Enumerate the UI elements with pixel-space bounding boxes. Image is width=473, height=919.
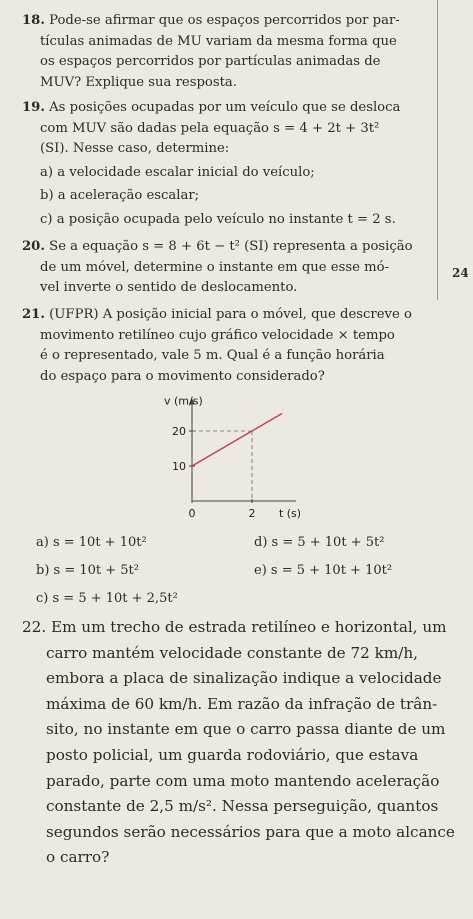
option-d: d) s = 5 + 10t + 5t² [254,535,385,550]
question-text-line: movimento retilíneo cujo gráfico velocidade × tempo [40,327,395,343]
question-20 [22,237,427,299]
question-text-line: segundos serão necessários para que a moto alcance [46,822,455,841]
option-a: a) s = 10t + 10t² [36,535,147,550]
question-number: 18. [22,13,45,28]
page-number: 24 [452,266,469,280]
question-text-line: As posições ocupadas por um veículo que se desloca [49,100,401,115]
y-tick-label: 10 [172,460,186,473]
question-text-line: parado, parte com uma moto mantendo aceleração [46,771,440,790]
x-tick-label: 2 [248,507,256,520]
sub-item: c) a posição ocupada pelo veículo no instante t = 2 s. [40,211,396,227]
question-text-line: com MUV são dadas pela equação s = 4 + 2t + 3t² [40,120,380,136]
question-text-line: (SI). Nesse caso, determine: [40,141,230,156]
question-text-line: Se a equação s = 8 + 6t − t² (SI) representa a posição [49,239,413,254]
x-axis-title: t (s) [278,507,302,520]
velocity-series-line [192,414,282,467]
option-b: b) s = 10t + 5t² [36,563,139,578]
y-tick-label: 20 [172,425,186,438]
question-22 [22,615,462,871]
question-text-line: sito, no instante em que o carro passa diante de um [46,720,446,739]
velocity-time-chart [150,383,302,523]
question-number: 20. [22,239,45,254]
question-number: 21. [22,307,45,322]
sub-item: a) a velocidade escalar inicial do veículo; [40,164,315,180]
question-19 [22,98,427,230]
question-text-line: carro mantém velocidade constante de 72 km/h, [46,643,418,662]
option-e: e) s = 5 + 10t + 10t² [254,563,393,578]
question-text-line: é o representado, vale 5 m. Qual é a função horária [40,348,385,363]
question-21 [22,305,427,387]
question-text-line: tículas animadas de MU variam da mesma forma que [40,33,397,49]
question-text-line: Pode-se afirmar que os espaços percorridos por par- [49,13,400,28]
option-c: c) s = 5 + 10t + 2,5t² [36,591,178,606]
question-text-line: MUV? Explique sua resposta. [40,74,237,90]
page-gutter-line [437,0,438,300]
question-number: 19. [22,100,45,115]
question-text-line: do espaço para o movimento considerado? [40,368,325,384]
x-tick-label: 0 [188,507,196,520]
question-text-line: vel inverte o sentido de deslocamento. [40,280,298,295]
question-text-line: constante de 2,5 m/s². Nessa perseguição, quantos [46,797,439,816]
question-text-line: Em um trecho de estrada retilíneo e horizontal, um [50,618,447,636]
question-18 [22,11,427,93]
question-text-line: embora a placa de sinalização indique a velocidade [46,669,442,688]
question-text-line: os espaços percorridos por partículas animadas de [40,54,381,69]
y-axis-title: v (m/s) [164,394,203,408]
question-text-line: de um móvel, determine o instante em que esse mó- [40,259,390,275]
question-text-line: máxima de 60 km/h. Em razão da infração de trân- [46,694,438,713]
question-text-line: o carro? [46,848,110,867]
sub-item: b) a aceleração escalar; [40,188,200,203]
question-text-line: posto policial, um guarda rodoviário, que estava [46,745,419,764]
question-text-line: (UFPR) A posição inicial para o móvel, que descreve o [49,307,412,322]
question-number: 22. [22,618,47,636]
